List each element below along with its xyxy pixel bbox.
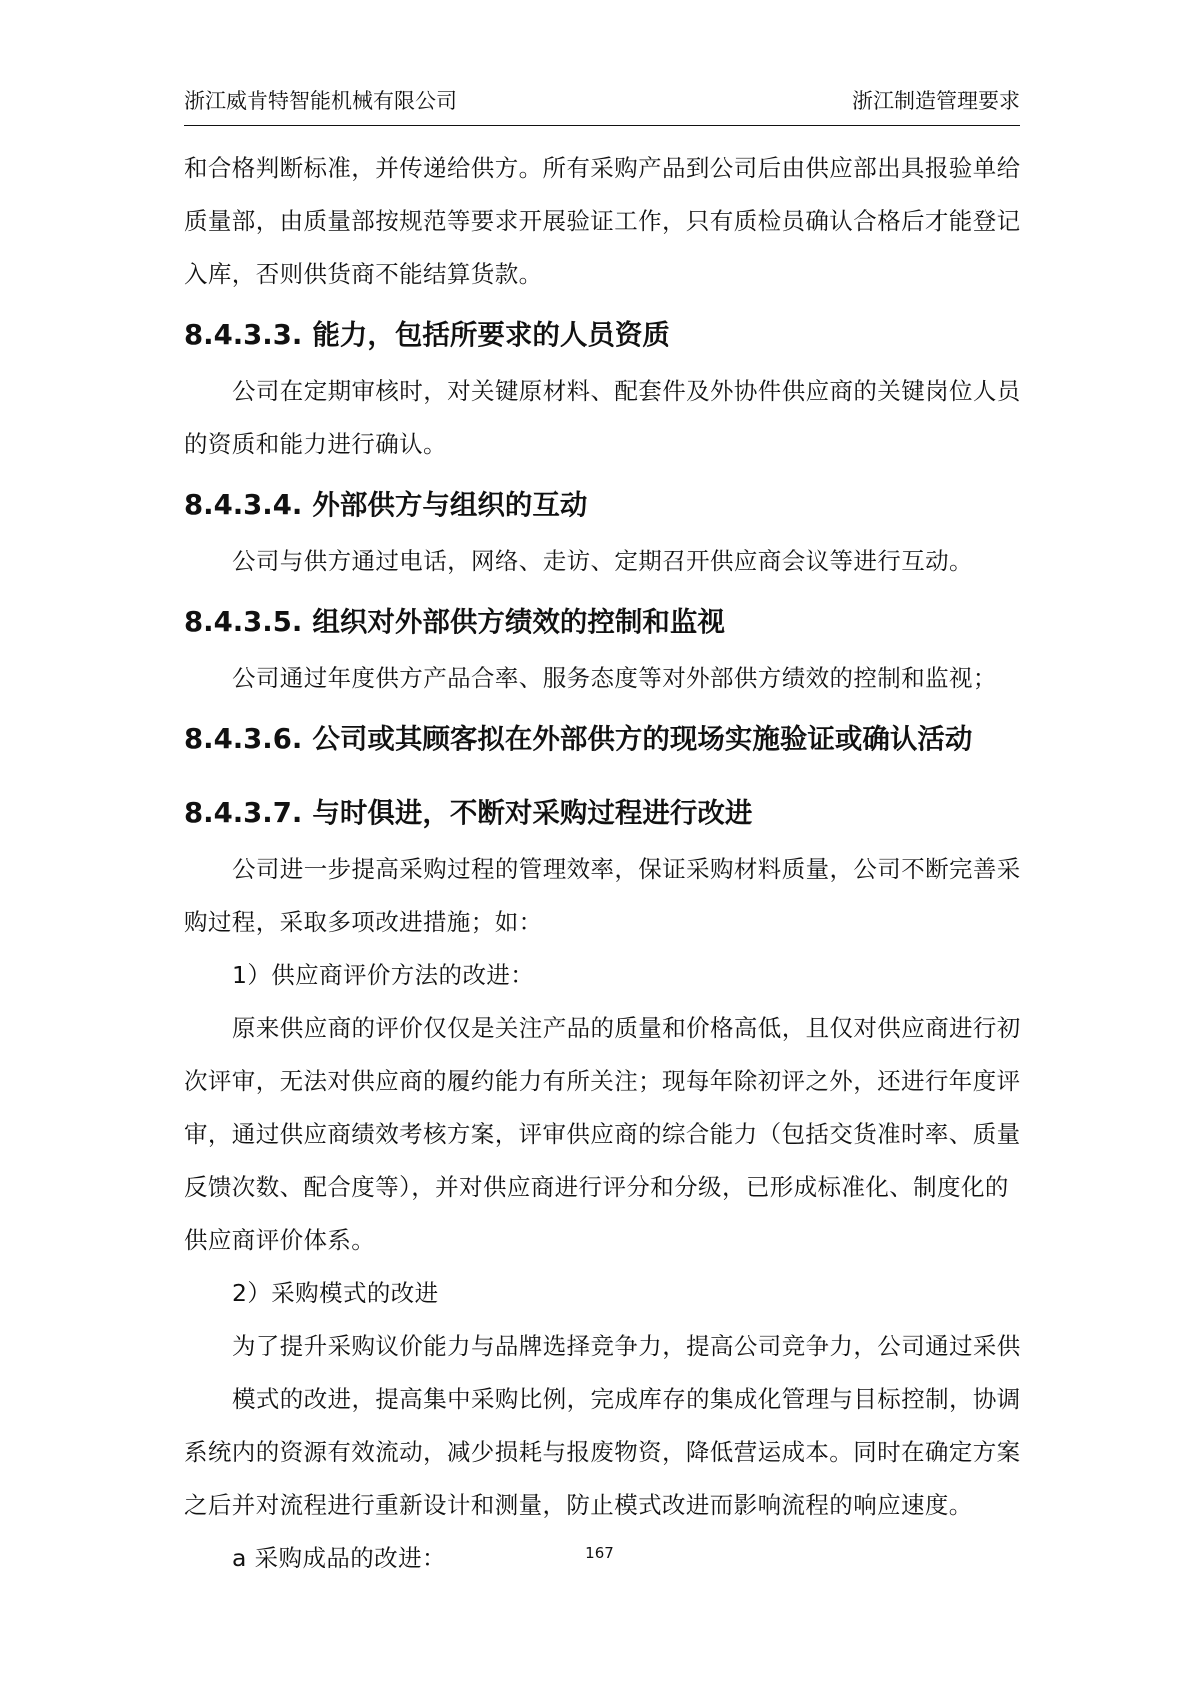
section-heading-8-4-3-6 [184, 719, 1020, 759]
paragraph-line: 次评审，无法对供应商的履约能力有所关注；现每年除初评之外，还进行年度评 [184, 1067, 1021, 1095]
paragraph-line: 质量部，由质量部按规范等要求开展验证工作，只有质检员确认合格后才能登记 [184, 207, 1021, 235]
paragraph-line: 系统内的资源有效流动，减少损耗与报废物资，降低营运成本。同时在确定方案 [184, 1438, 1021, 1466]
paragraph-line: 公司通过年度供方产品合率、服务态度等对外部供方绩效的控制和监视； [232, 664, 997, 692]
section-title: 与时俱进，不断对采购过程进行改进 [312, 797, 753, 829]
paragraph-line: 之后并对流程进行重新设计和测量，防止模式改进而影响流程的响应速度。 [184, 1491, 973, 1519]
paragraph-line: 购过程，采取多项改进措施；如： [184, 908, 543, 936]
paragraph-line: 的资质和能力进行确认。 [184, 430, 447, 458]
list-item-title: 2）采购模式的改进 [232, 1279, 439, 1307]
section-heading-8-4-3-7 [184, 793, 1020, 833]
paragraph-line: 反馈次数、配合度等），并对供应商进行评分和分级，已形成标准化、制度化的 [184, 1173, 1009, 1201]
paragraph-line: 模式的改进，提高集中采购比例，完成库存的集成化管理与目标控制，协调 [232, 1385, 1021, 1413]
section-heading-8-4-3-5 [184, 602, 1020, 642]
paragraph-line: 公司在定期审核时，对关键原材料、配套件及外协件供应商的关键岗位人员 [232, 377, 1021, 405]
section-title: 外部供方与组织的互动 [312, 489, 588, 521]
section-number: 8.4.3.7. [184, 797, 303, 829]
section-title: 能力，包括所要求的人员资质 [312, 319, 670, 351]
section-title: 组织对外部供方绩效的控制和监视 [312, 606, 725, 638]
list-item-title: 1）供应商评价方法的改进： [232, 961, 535, 989]
header-divider [184, 125, 1020, 126]
paragraph-line: 供应商评价体系。 [184, 1226, 376, 1254]
paragraph-line: 公司与供方通过电话，网络、走访、定期召开供应商会议等进行互动。 [232, 547, 973, 575]
section-heading-8-4-3-3 [184, 315, 1020, 355]
header-company-name: 浙江威肯特智能机械有限公司 [184, 89, 457, 113]
section-title: 公司或其顾客拟在外部供方的现场实施验证或确认活动 [312, 723, 973, 755]
section-number: 8.4.3.5. [184, 606, 303, 638]
header-document-title: 浙江制造管理要求 [852, 89, 1020, 113]
paragraph-line: 入库，否则供货商不能结算货款。 [184, 260, 543, 288]
list-item-title: a 采购成品的改进： [232, 1544, 446, 1572]
page-header [184, 84, 1020, 118]
page-number: 167 [585, 1544, 614, 1562]
paragraph-line: 原来供应商的评价仅仅是关注产品的质量和价格高低，且仅对供应商进行初 [232, 1014, 1021, 1042]
paragraph-line: 公司进一步提高采购过程的管理效率，保证采购材料质量，公司不断完善采 [232, 855, 1021, 883]
section-number: 8.4.3.3. [184, 319, 303, 351]
section-number: 8.4.3.4. [184, 489, 303, 521]
section-number: 8.4.3.6. [184, 723, 303, 755]
section-heading-8-4-3-4 [184, 485, 1020, 525]
paragraph-line: 为了提升采购议价能力与品牌选择竞争力，提高公司竞争力，公司通过采供 [232, 1332, 1021, 1360]
paragraph-line: 和合格判断标准，并传递给供方。所有采购产品到公司后由供应部出具报验单给 [184, 154, 1021, 182]
document-body [184, 142, 1020, 1585]
paragraph-line: 审，通过供应商绩效考核方案，评审供应商的综合能力（包括交货准时率、质量 [184, 1120, 1021, 1148]
